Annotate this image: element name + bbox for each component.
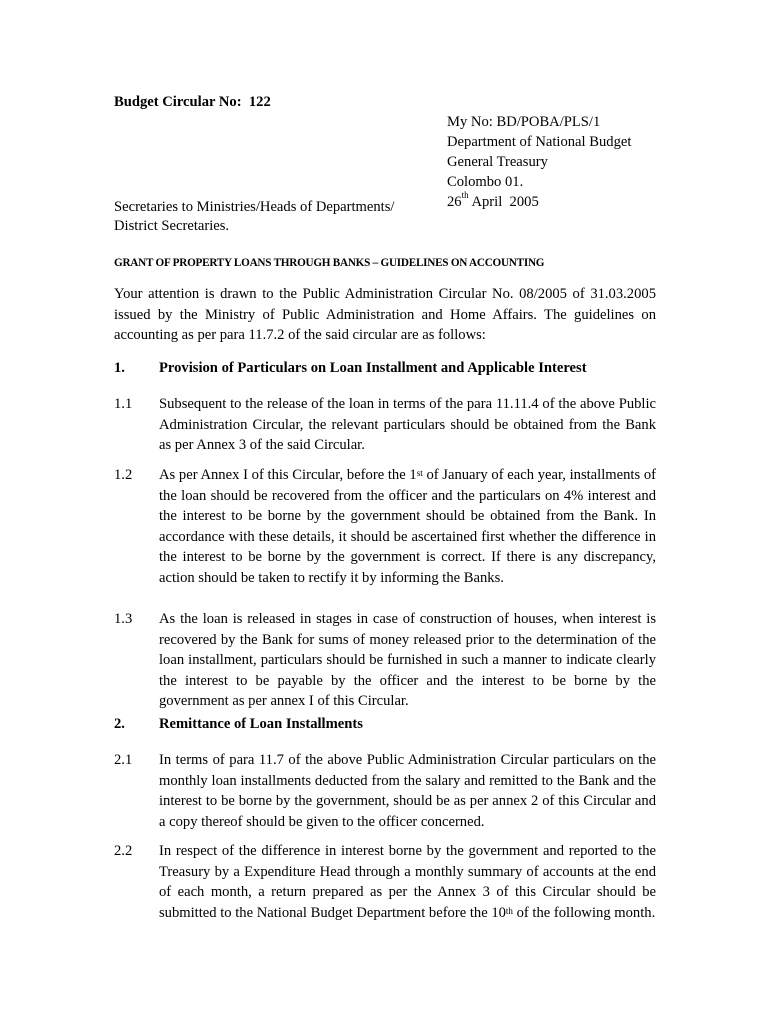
item-1-1-text: Subsequent to the release of the loan in terms of the para 11.11.4 of the above Public Administration Circular, the relevant particulars should be obtained from the Bank as per Annex 3 of the said Circular.	[159, 396, 656, 453]
section-2-title: Remittance of Loan Installments	[159, 716, 363, 732]
reference-number: My No: BD/POBA/PLS/1	[447, 114, 601, 130]
item-2-2-number: 2.2	[114, 843, 133, 859]
circular-number	[114, 92, 271, 113]
section-2-number: 2.	[114, 716, 125, 732]
city-line: Colombo 01.	[447, 174, 524, 190]
address-block	[447, 112, 631, 212]
recipients-line-2: District Secretaries.	[114, 218, 230, 234]
circular-number-label: Budget Circular No:	[114, 94, 242, 110]
item-1-3-number: 1.3	[114, 611, 133, 627]
subject-heading: GRANT OF PROPERTY LOANS THROUGH BANKS – GUIDELINES ON ACCOUNTING	[114, 257, 545, 269]
treasury-name: General Treasury	[447, 154, 548, 170]
item-1-2-number: 1.2	[114, 467, 133, 483]
item-1-3-text: As the loan is released in stages in case of construction of houses, when interest is recovered by the Bank for sums of money released prior to the determination of the loan installment, particulars should be furnished in such a manner to indicate clearly the interest to be payable by the officer and the interest to be borne by the government as per annex I of this Circular.	[159, 611, 656, 709]
item-2-1-text: In terms of para 11.7 of the above Public Administration Circular particulars on the monthly loan installments deducted from the salary and remitted to the Bank and the interest to be borne by the government, should be as per annex 2 of this Circular and a copy thereof should be given to the officer concerned.	[159, 752, 656, 830]
intro-paragraph: Your attention is drawn to the Public Administration Circular No. 08/2005 of 31.03.2005 issued by the Ministry of Public Administration and Home Affairs. The guidelines on accounting as per para 11.7.2 of the said circular are as follows:	[114, 286, 656, 343]
section-1-number: 1.	[114, 360, 125, 376]
item-2-1-number: 2.1	[114, 752, 133, 768]
item-1-2-text: As per Annex I of this Circular, before the 1st of January of each year, installments of the loan should be recovered from the officer and the particulars on 4% interest and the interest to be borne by the government should be obtained from the Bank. In accordance with these details, it should be ascertained first whether the difference in the interest to be borne by the government is correct. If there is any discrepancy, action should be taken to rectify it by informing the Banks.	[159, 467, 656, 586]
item-2-2-text: In respect of the difference in interest borne by the government and reported to the Treasury by a Expenditure Head through a monthly summary of accounts at the end of each month, a return prepared as per the Annex 3 of this Circular should be submitted to the National Budget Department before the 10th of the following month.	[159, 843, 656, 921]
department-name: Department of National Budget	[447, 134, 632, 150]
recipients	[114, 198, 394, 236]
item-1-1-number: 1.1	[114, 396, 133, 412]
circular-number-value: 122	[248, 94, 271, 110]
recipients-line-1: Secretaries to Ministries/Heads of Departments/	[114, 199, 395, 215]
circular-date: 26th April 2005	[447, 190, 539, 210]
section-1-title: Provision of Particulars on Loan Installment and Applicable Interest	[159, 360, 587, 376]
